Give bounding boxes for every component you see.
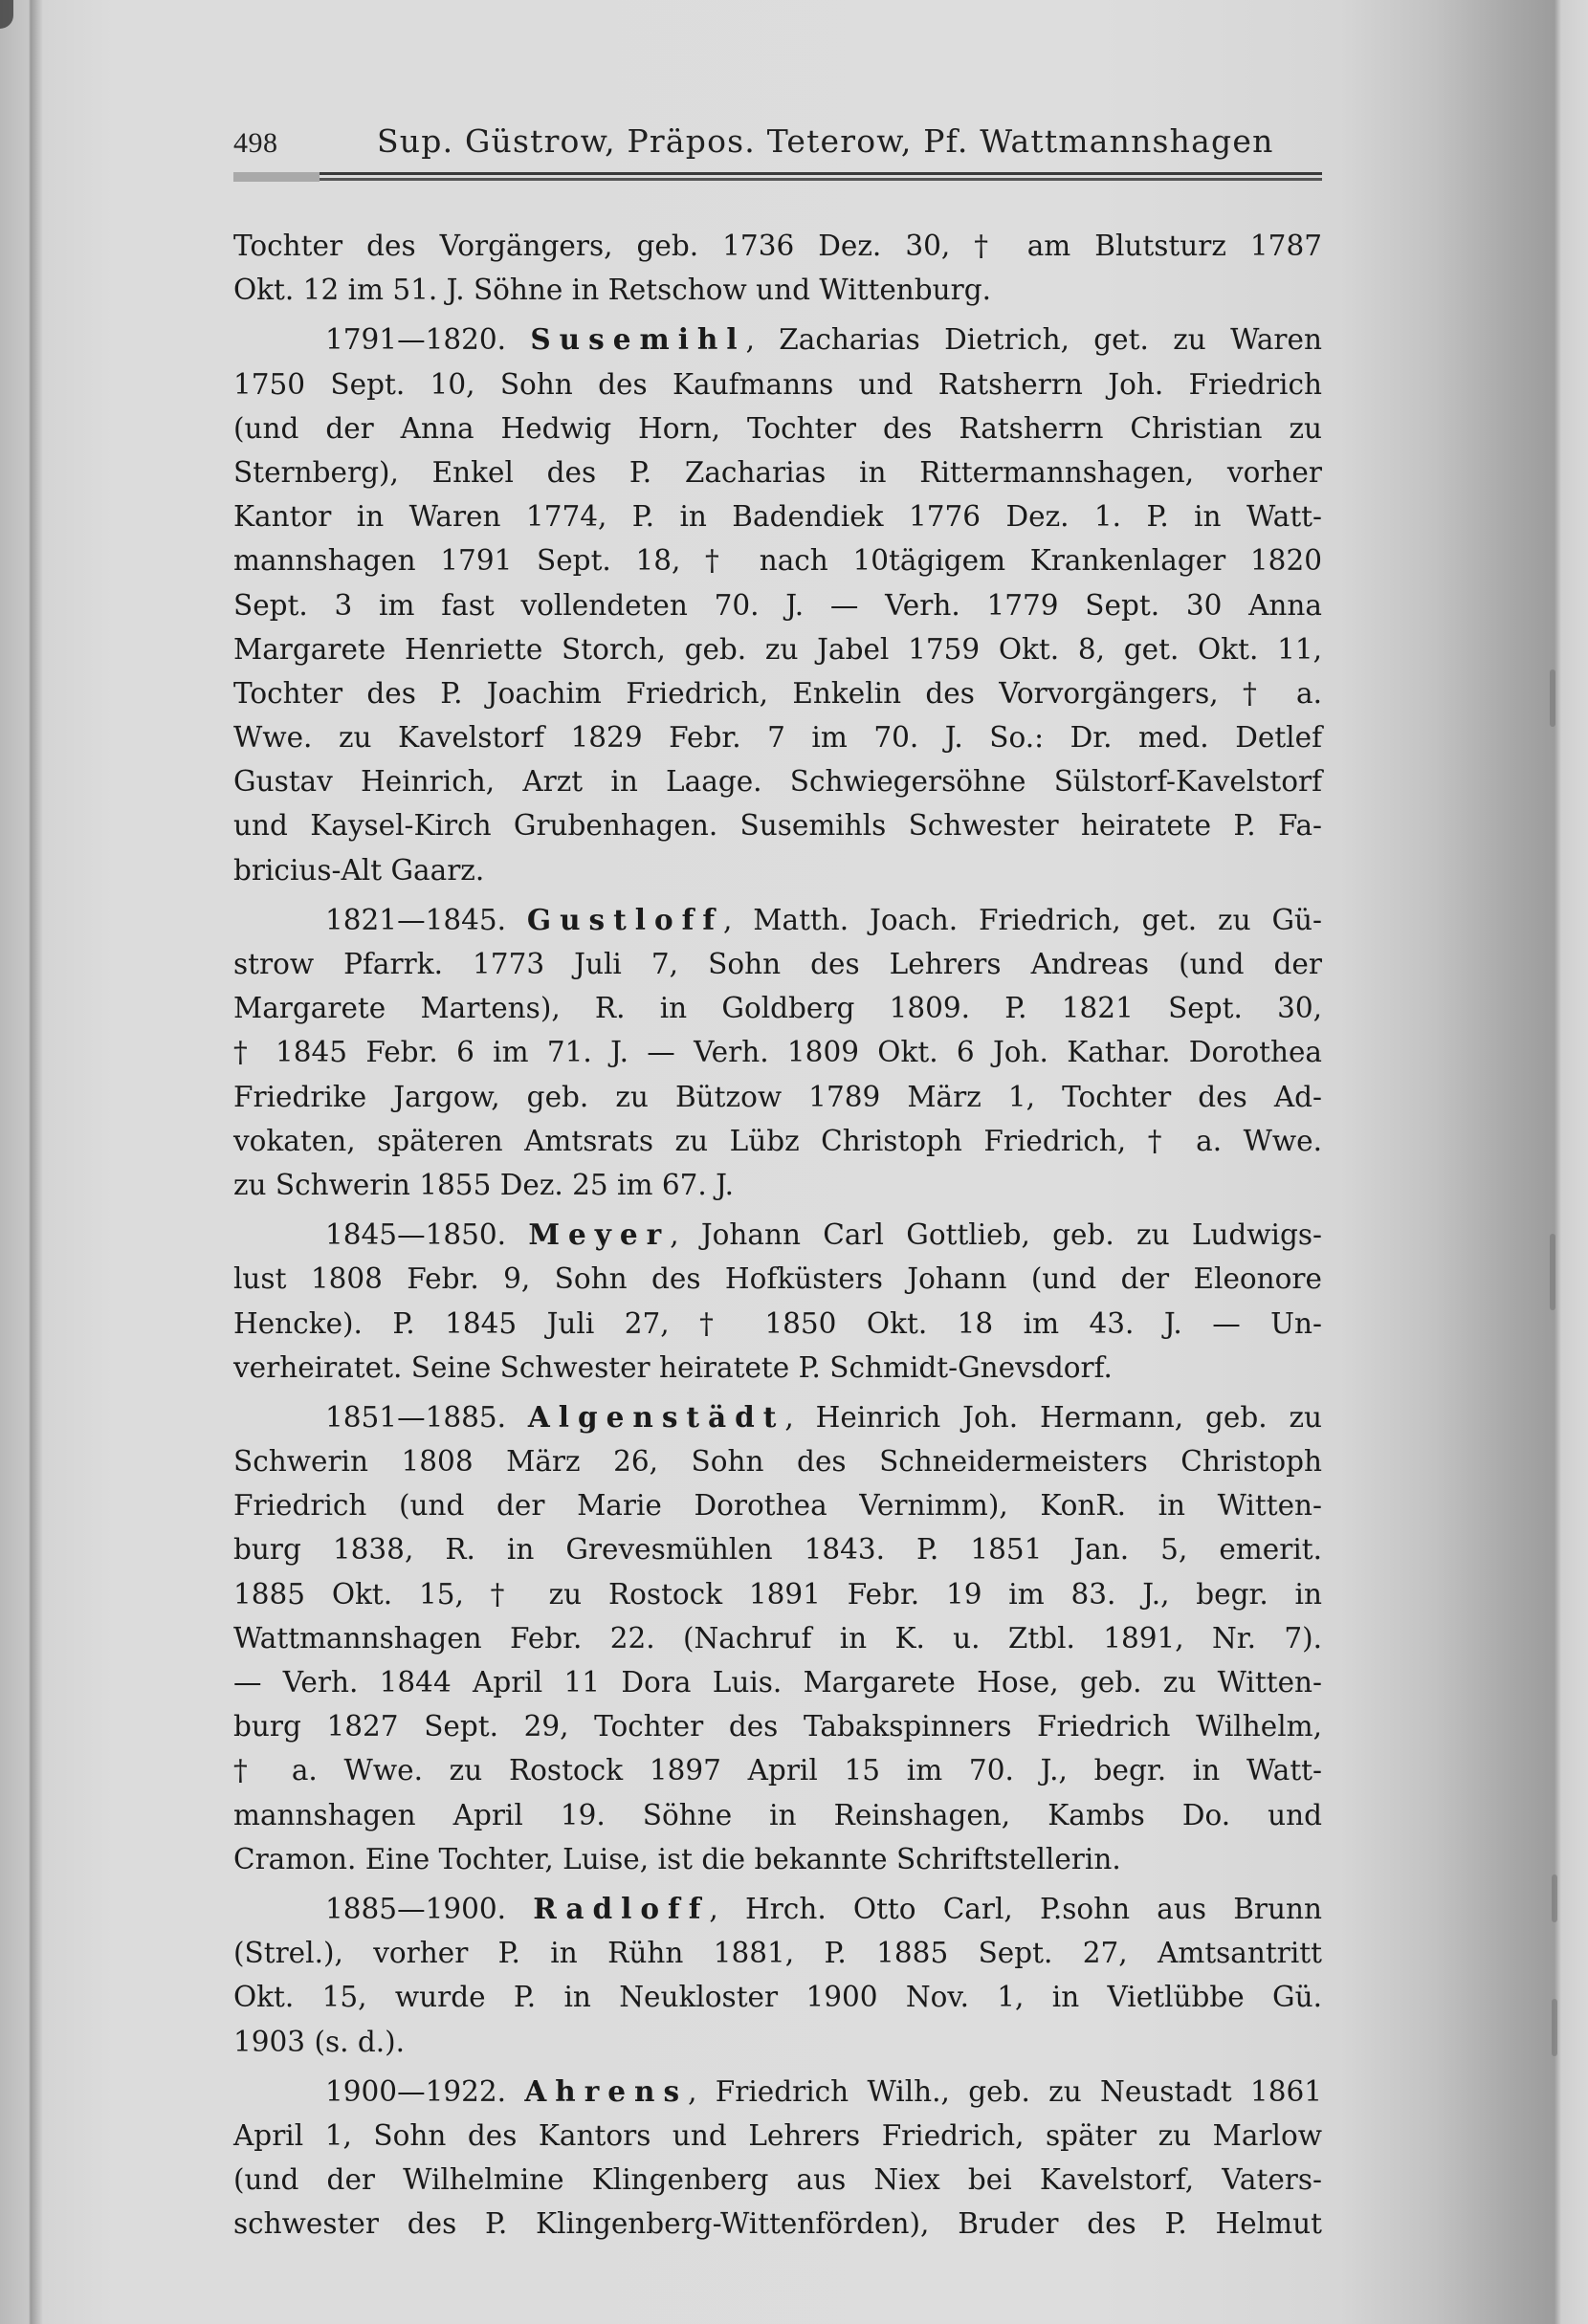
pastor-name: Radloff	[533, 1891, 710, 1925]
text-line: 1750 Sept. 10, Sohn des Kaufmanns und Ratsherrn Joh. Friedrich	[233, 367, 1322, 401]
text-line: Schwerin 1808 März 26, Sohn des Schneidermeisters Christoph	[233, 1445, 1322, 1479]
entry-period: 1821—1845.	[325, 903, 507, 936]
text-line: 1903 (s. d.).	[233, 2025, 406, 2058]
text-line: † 1845 Febr. 6 im 71. J. — Verh. 1809 Okt. 6 Joh. Kathar. Dorothea	[233, 1036, 1322, 1069]
text-line: Sept. 3 im fast vollendeten 70. J. — Verh. 1779 Sept. 30 Anna	[233, 588, 1322, 622]
text-line: lust 1808 Febr. 9, Sohn des Hofküsters Johann (und der Eleonore	[233, 1262, 1322, 1296]
entry-period: 1851—1885.	[325, 1400, 507, 1434]
entry-first-line: 1845—1850. Meyer, Johann Carl Gottlieb, geb. zu Ludwigs-	[325, 1217, 1322, 1252]
text-line: strow Pfarrk. 1773 Juli 7, Sohn des Lehrers Andreas (und der	[233, 948, 1322, 980]
entry-ahrens	[233, 2070, 1322, 2247]
body-text	[233, 224, 1322, 2246]
text-line: verheiratet. Seine Schwester heiratete P. Schmidt-Gnevsdorf.	[233, 1350, 1113, 1384]
text-line: Okt. 12 im 51. J. Söhne in Retschow und Wittenburg.	[233, 274, 992, 307]
text-line: Okt. 15, wurde P. in Neukloster 1900 Nov. 1, in Vietlübbe Gü.	[233, 1981, 1322, 2014]
text-line: (und der Wilhelmine Klingenberg aus Niex bei Kavelstorf, Vaters-	[233, 2163, 1322, 2197]
entry-period: 1885—1900.	[325, 1892, 507, 1925]
page-number: 498	[233, 127, 278, 159]
text-line: Wwe. zu Kavelstorf 1829 Febr. 7 im 70. J. So.: Dr. med. Detlef	[233, 721, 1322, 755]
pastor-name: Ahrens	[524, 2073, 689, 2108]
text-line: Margarete Martens), R. in Goldberg 1809. P. 1821 Sept. 30,	[233, 992, 1322, 1025]
entry-radloff	[233, 1887, 1322, 2064]
book-page	[233, 122, 1322, 2246]
text-line: vokaten, späteren Amtsrats zu Lübz Christoph Friedrich, † a. Wwe.	[233, 1124, 1322, 1157]
entry-susemihl	[233, 318, 1322, 891]
entry-meyer	[233, 1213, 1322, 1390]
text-line: April 1, Sohn des Kantors und Lehrers Friedrich, später zu Marlow	[233, 2118, 1322, 2152]
running-head	[233, 122, 1322, 164]
text-line: Gustav Heinrich, Arzt in Laage. Schwiegersöhne Sülstorf-Kavelstorf	[233, 765, 1322, 799]
text-line: — Verh. 1844 April 11 Dora Luis. Margarete Hose, geb. zu Witten-	[233, 1666, 1322, 1699]
header-double-rule	[233, 172, 1322, 182]
entry-first-line: 1791—1820. Susemihl, Zacharias Dietrich, get. zu Waren	[325, 322, 1322, 357]
text-line: † a. Wwe. zu Rostock 1897 April 15 im 70. J., begr. in Watt-	[233, 1754, 1322, 1787]
text-line: Friedrike Jargow, geb. zu Bützow 1789 März 1, Tochter des Ad-	[233, 1080, 1322, 1113]
entry-algenstaedt	[233, 1395, 1322, 1881]
scan-artifact-mark	[1550, 669, 1555, 727]
text-line: bricius-Alt Gaarz.	[233, 853, 485, 887]
text-line: Kantor in Waren 1774, P. in Badendiek 1776 Dez. 1. P. in Watt-	[233, 500, 1322, 534]
text-line: Margarete Henriette Storch, geb. zu Jabel 1759 Okt. 8, get. Okt. 11,	[233, 632, 1322, 666]
entry-first-line: 1851—1885. Algenstädt, Heinrich Joh. Hermann, geb. zu	[325, 1399, 1322, 1434]
text-line: Wattmannshagen Febr. 22. (Nachruf in K. u. Ztbl. 1891, Nr. 7).	[233, 1621, 1322, 1655]
text-line: Friedrich (und der Marie Dorothea Vernimm), KonR. in Witten-	[233, 1489, 1322, 1523]
text-line: (und der Anna Hedwig Horn, Tochter des Ratsherrn Christian zu	[233, 411, 1322, 445]
text-line: burg 1827 Sept. 29, Tochter des Tabakspinners Friedrich Wilhelm,	[233, 1710, 1322, 1743]
text-line: schwester des P. Klingenberg-Wittenförden), Bruder des P. Helmut	[233, 2207, 1322, 2241]
pastor-name: Algenstädt	[527, 1399, 785, 1434]
text-line: Sternberg), Enkel des P. Zacharias in Rittermannshagen, vorher	[233, 455, 1322, 489]
text-line: mannshagen April 19. Söhne in Reinshagen, Kambs Do. und	[233, 1798, 1322, 1831]
scan-artifact-mark	[1552, 1875, 1557, 1922]
entry-gustloff	[233, 898, 1322, 1207]
pastor-name: Meyer	[528, 1217, 671, 1252]
text-line: 1885 Okt. 15, † zu Rostock 1891 Febr. 19 im 83. J., begr. in	[233, 1577, 1322, 1611]
entry-first-line: 1821—1845. Gustloff, Matth. Joach. Friedrich, get. zu Gü-	[325, 902, 1322, 936]
pastor-name: Susemihl	[530, 322, 746, 357]
scan-artifact-mark	[1550, 1234, 1555, 1310]
pastor-name: Gustloff	[526, 902, 724, 936]
entry-period: 1791—1820.	[325, 323, 507, 357]
text-line: Hencke). P. 1845 Juli 27, † 1850 Okt. 18 im 43. J. — Un-	[233, 1306, 1322, 1340]
text-line: (Strel.), vorher P. in Rühn 1881, P. 1885 Sept. 27, Amtsantritt	[233, 1937, 1322, 1970]
text-line: und Kaysel-Kirch Grubenhagen. Susemihls Schwester heiratete P. Fa-	[233, 809, 1322, 843]
entry-period: 1845—1850.	[325, 1218, 507, 1252]
text-line: zu Schwerin 1855 Dez. 25 im 67. J.	[233, 1168, 735, 1201]
scan-artifact-mark	[1552, 1999, 1557, 2056]
entry-first-line: 1900—1922. Ahrens, Friedrich Wilh., geb. zu Neustadt 1861	[325, 2073, 1322, 2108]
scan-edge-shadow	[0, 0, 13, 29]
text-line: Cramon. Eine Tochter, Luise, ist die bekannte Schriftstellerin.	[233, 1842, 1121, 1875]
running-title: Sup. Güstrow, Präpos. Teterow, Pf. Wattmannshagen	[377, 122, 1274, 160]
text-line: burg 1838, R. in Grevesmühlen 1843. P. 1851 Jan. 5, emerit.	[233, 1533, 1322, 1567]
paragraph-continuation	[233, 224, 1322, 312]
entry-first-line: 1885—1900. Radloff, Hrch. Otto Carl, P.sohn aus Brunn	[325, 1891, 1322, 1925]
text-line: mannshagen 1791 Sept. 18, † nach 10tägigem Krankenlager 1820	[233, 544, 1322, 578]
text-line: Tochter des P. Joachim Friedrich, Enkelin des Vorvorgängers, † a.	[233, 676, 1322, 710]
text-line: Tochter des Vorgängers, geb. 1736 Dez. 30, † am Blutsturz 1787	[233, 230, 1322, 262]
entry-period: 1900—1922.	[325, 2074, 507, 2108]
